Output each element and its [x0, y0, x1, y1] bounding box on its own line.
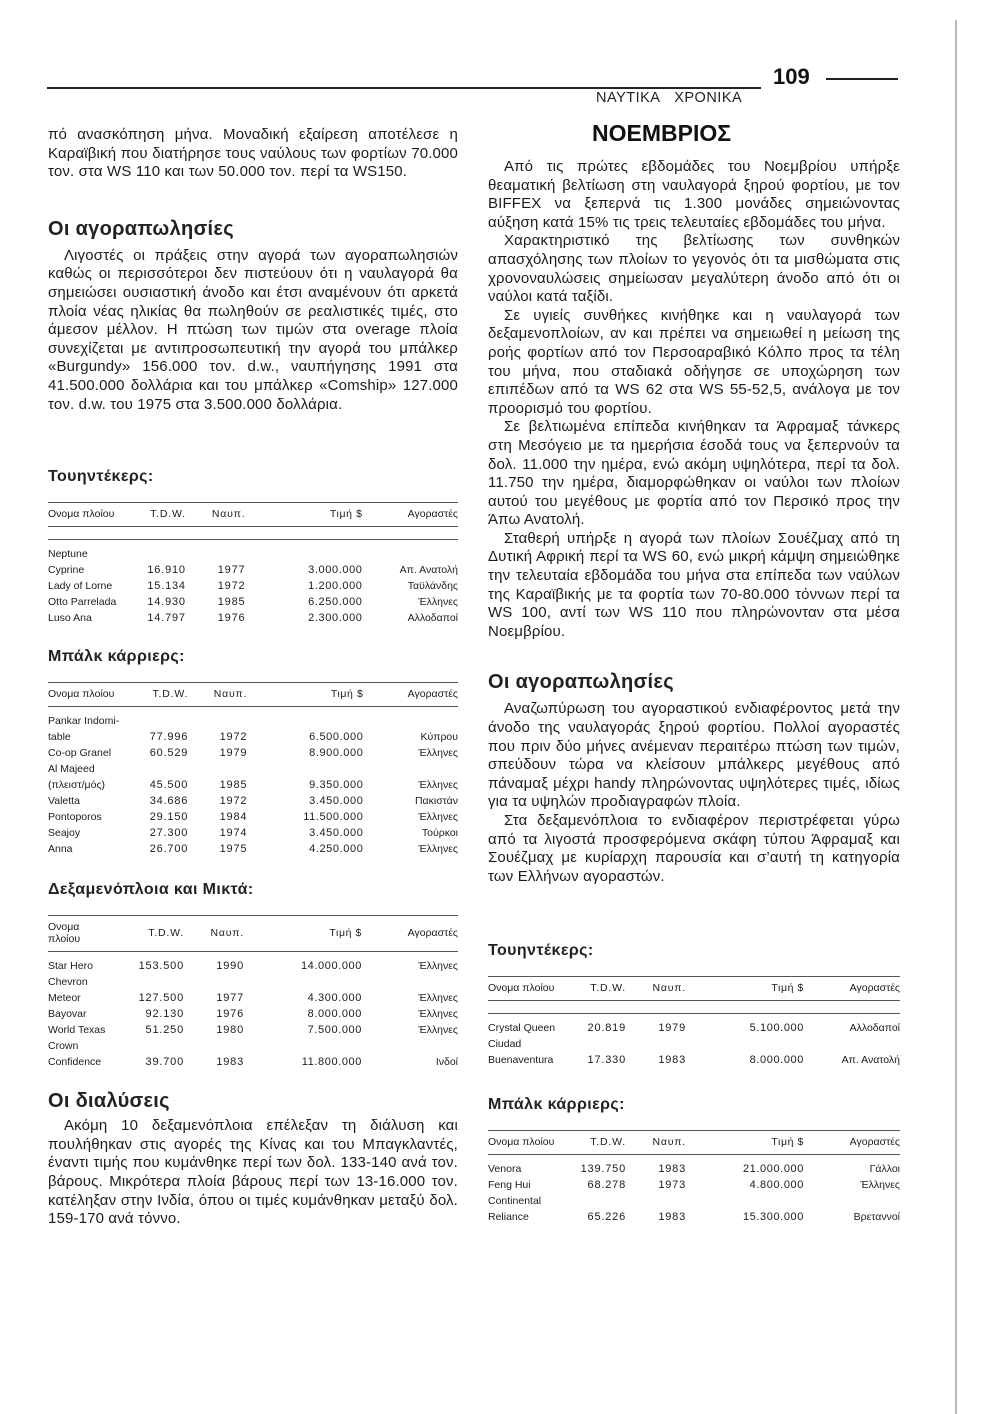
ship-price: [247, 713, 363, 729]
ship-year: [186, 546, 246, 562]
table-row: [48, 1022, 458, 1038]
ship-price: 3.450.000: [309, 827, 364, 840]
ship-tdw: 20.819: [587, 1022, 626, 1035]
ship-year: 1983: [658, 1211, 686, 1224]
ship-name: Reliance: [488, 1211, 529, 1224]
ship-year: [626, 1193, 686, 1209]
ship-tdw: 68.278: [587, 1179, 626, 1192]
ship-price: [686, 1036, 804, 1052]
ship-buyer: [362, 974, 458, 990]
market-paragraph-5: Σταθερή υπήρξε η αγορά των πλοίων Σουέζμαχ από τη Δυτική Αφρική περί τα WS 60, ενώ μικρή κάμψη σημειώθηκε την τελευταία εβδομάδα του μήνα στα επίπεδα των ναύλων της Καραϊβικής με τα φορτία των 70-80.000 τόννων περί τα WS 100, αντί των WS 110 που πληρώνονταν στα μέσα Νοεμβρίου.: [488, 529, 900, 640]
col-header-tdw: T.D.W.: [556, 977, 626, 1001]
ship-tdw: 127.500: [138, 992, 184, 1005]
header-rule-right: [826, 78, 898, 80]
ship-year: 1980: [216, 1024, 244, 1037]
sales-heading-right: Οι αγοραπωλησίες: [488, 671, 674, 694]
ship-name: Luso Ana: [48, 612, 92, 625]
ship-buyer: Πακιστάν: [414, 795, 458, 808]
tanker-heading-right: Τουηντέκερς:: [488, 942, 594, 960]
ship-year: 1983: [216, 1056, 244, 1069]
table-row: [48, 546, 458, 562]
ship-buyer: Απ. Ανατολή: [841, 1054, 900, 1067]
table-row: [48, 793, 458, 809]
ship-tdw: 60.529: [149, 747, 189, 760]
ship-year: 1984: [219, 811, 248, 824]
ship-buyer: Ινδοί: [435, 1056, 458, 1069]
table-row: [48, 745, 458, 761]
scrap-heading: Οι διαλύσεις: [48, 1090, 170, 1113]
ship-tdw: 139.750: [580, 1163, 626, 1176]
table-row: [48, 761, 458, 777]
ship-name: (πλειστ/μός): [48, 779, 105, 792]
ship-year: 1972: [219, 795, 248, 808]
ship-name: Crown: [48, 1040, 79, 1053]
col-header-buyer: Αγοραστές: [362, 916, 458, 952]
ship-buyer: Έλληνες: [418, 960, 458, 973]
ship-tdw: 51.250: [145, 1024, 184, 1037]
ship-tdw: 77.996: [149, 731, 189, 744]
ship-price: 4.300.000: [307, 992, 362, 1005]
ship-tdw: 17.330: [587, 1054, 626, 1067]
ship-name: Meteor: [48, 992, 81, 1005]
ship-price: 11.800.000: [301, 1056, 362, 1069]
ship-price: 4.800.000: [749, 1179, 804, 1192]
ship-price: 1.200.000: [308, 580, 363, 593]
table-row: [488, 1020, 900, 1036]
ship-buyer: Έλληνες: [860, 1179, 900, 1192]
ship-name: Cyprine: [48, 564, 85, 577]
ship-name: Crystal Queen: [488, 1022, 556, 1035]
ship-tdw: 26.700: [149, 843, 189, 856]
ship-buyer: Έλληνες: [418, 779, 458, 792]
ship-year: [188, 761, 247, 777]
ship-name: Ciudad: [488, 1038, 522, 1051]
ship-buyer: [363, 761, 458, 777]
ship-tdw: 16.910: [147, 564, 186, 577]
col-header-name: Ονομα πλοίου: [48, 916, 114, 952]
ship-tdw: [119, 761, 188, 777]
col-header-name: Ονομα πλοίου: [48, 503, 116, 527]
ship-buyer: Έλληνες: [418, 1024, 458, 1037]
col-header-tdw: T.D.W.: [556, 1131, 626, 1155]
header-rule-left: [47, 87, 761, 89]
ship-year: 1974: [219, 827, 248, 840]
ship-price: 21.000.000: [742, 1163, 804, 1176]
col-header-name: Ονομα πλοίου: [488, 977, 556, 1001]
ship-price: 3.450.000: [309, 795, 364, 808]
ship-tdw: [119, 713, 188, 729]
right-column: [488, 158, 900, 1225]
table-row: [48, 1006, 458, 1022]
col-header-year: Ναυπ.: [626, 977, 686, 1001]
sales-paragraph-left: Λιγοστές οι πράξεις στην αγορά των αγοραπωλησιών καθώς οι περισσότεροι δεν πιστεύουν ότι η ναυλαγορά θα σημειώσει ουσιαστική άνοδο και έτσι αναμένουν ότι αρκετά πλοία νέας ηλικίας θα πωληθούν σε ρεαλιστικές τιμές, στο άμεσον μέλλον. Η πτώση των τιμών στα overage πλοία συνεχίζεται με αντιπροσωπευτική την αγορά του μπάλκερ «Burgundy» 156.000 τον. d.w., ναυπήγησης 1991 στα 41.500.000 δολλάρια και του μπάλκερ «Comship» 127.000 τον. d.w. του 1975 στα 3.500.000 δολλάρια.: [48, 246, 458, 413]
ship-buyer: Απ. Ανατολή: [399, 564, 458, 577]
market-paragraph-1: Από τις πρώτες εβδομάδες του Νοεμβρίου υπήρξε θεαματική βελτίωση στη ναυλαγορά ξηρού φορτίου, με τον BIFFEX να ξεπερνά τις 1.300 μονάδες σημειώνοντας αύξηση κατά 15% τις τρεις τελευταίες εβδομάδες του μήνα.: [488, 158, 900, 231]
ship-year: 1979: [219, 747, 248, 760]
ship-buyer: Αλλοδαποί: [407, 612, 458, 625]
page-number: 109: [773, 64, 810, 89]
ship-year: 1983: [658, 1163, 686, 1176]
ship-year: 1979: [658, 1022, 686, 1035]
ship-year: 1983: [658, 1054, 686, 1067]
ship-name: Buenaventura: [488, 1054, 554, 1067]
ship-buyer: [804, 1036, 900, 1052]
ship-name: Al Majeed: [48, 763, 95, 776]
col-header-buyer: Αγοραστές: [363, 683, 458, 707]
journal-name: ΝΑΥΤΙΚΑ ΧΡΟΝΙΚΑ: [596, 90, 743, 106]
ship-name: Seajoy: [48, 827, 81, 840]
ship-year: 1972: [219, 731, 248, 744]
ship-year: [184, 1038, 244, 1054]
ship-name: Pontoporos: [48, 811, 102, 824]
col-header-tdw: T.D.W.: [116, 503, 186, 527]
ship-name: Star Hero: [48, 960, 93, 973]
col-header-price: Τιμή $: [247, 683, 363, 707]
col-header-year: Ναυπ.: [188, 683, 247, 707]
ship-price: [686, 1193, 804, 1209]
col-header-name: Ονομα πλοίου: [48, 683, 119, 707]
ship-price: [247, 761, 363, 777]
ship-name: Otto Parrelada: [48, 596, 117, 609]
ship-name: Bayovar: [48, 1008, 87, 1021]
table-row: [48, 594, 458, 610]
market-paragraph-3: Σε υγιείς συνθήκες κινήθηκε και η ναυλαγορά των δεξαμενοπλοίων, αν και πρέπει να σημειωθεί η μείωση της ροής φορτίων από τον Περσοαραβικό Κόλπο προς τα τέλη του μήνα, που σταδιακά οδήγησε σε υποχώρηση των επιπέδων από τα WS 62 στα WS 55-52,5, ανάλογα με τον προορισμό του φορτίου.: [488, 306, 900, 417]
ship-name: World Texas: [48, 1024, 106, 1037]
table-header-row: [48, 503, 458, 527]
ship-year: 1976: [217, 612, 246, 625]
sales-heading-left: Οι αγοραπωλησίες: [48, 217, 234, 240]
ship-price: 6.500.000: [309, 731, 364, 744]
ship-year: 1985: [219, 779, 248, 792]
table-row: [48, 990, 458, 1006]
ship-name: Venora: [488, 1163, 522, 1176]
table-header-row: [48, 683, 458, 707]
ship-buyer: [362, 1038, 458, 1054]
ship-tdw: 39.700: [145, 1056, 184, 1069]
table-row: [48, 578, 458, 594]
ship-tdw: 34.686: [149, 795, 189, 808]
ship-year: 1972: [217, 580, 246, 593]
mixed-heading-left: Δεξαμενόπλοια και Μικτά:: [48, 881, 254, 899]
col-header-price: Τιμή $: [245, 503, 362, 527]
ship-buyer: Αλλοδαποί: [849, 1022, 900, 1035]
table-row: [488, 1209, 900, 1225]
ship-price: 7.500.000: [307, 1024, 362, 1037]
sales-paragraph-right-1: Αναζωπύρωση του αγοραστικού ενδιαφέροντος μετά την άνοδο της ναυλαγοράς ξηρού φορτίου. Πολλοί αγοραστές που πριν δύο μήνες ανέμεναν περαιτέρω πτώση των τιμών, σπεύδουν τώρα να κλείσουν μπάλκερς μεγέθους από πάναμαξ μέχρι handy πληρώνοντας υψηλότερες τιμές, ιδίως για τα υψηλών προδιαγραφών πλοία.: [488, 700, 900, 811]
table-row: [48, 1054, 458, 1070]
scrap-paragraph: Ακόμη 10 δεξαμενόπλοια επέλεξαν τη διάλυση και πουλήθηκαν στις αγορές της Κίνας και του Μπαγκλαντές, έναντι τιμής που κυμάνθηκε περί των δολ. 133-140 ανά τον. βάρους. Μικρότερα πλοία βάρους περί των 13-16.000 τον. κατέληξαν στην Ινδία, όπου οι τιμές κυμάνθηκαν μεταξύ δολ. 159-170 ανά τόννο.: [48, 1117, 458, 1228]
ship-name: Lady of Lorne: [48, 580, 113, 593]
ship-year: 1977: [217, 564, 246, 577]
tanker-heading-left: Τουηντέκερς:: [48, 468, 154, 486]
ship-year: 1973: [658, 1179, 686, 1192]
tanker-table-left: [48, 502, 458, 626]
ship-price: 3.000.000: [308, 564, 363, 577]
ship-buyer: [363, 546, 458, 562]
table-row: [48, 562, 458, 578]
bulk-heading-right: Μπάλκ κάρριερς:: [488, 1096, 625, 1114]
table-row: [48, 729, 458, 745]
ship-year: [626, 1036, 686, 1052]
ship-buyer: Έλληνες: [418, 596, 458, 609]
ship-name: Pankar Indomi-: [48, 715, 120, 728]
col-header-year: Ναυπ.: [186, 503, 246, 527]
ship-buyer: [363, 713, 458, 729]
ship-price: 2.300.000: [308, 612, 363, 625]
ship-price: [245, 546, 362, 562]
col-header-buyer: Αγοραστές: [804, 1131, 900, 1155]
ship-tdw: 29.150: [149, 811, 189, 824]
table-row: [488, 1052, 900, 1068]
col-header-buyer: Αγοραστές: [804, 977, 900, 1001]
ship-tdw: 14.797: [147, 612, 186, 625]
ship-buyer: Βρεταννοί: [853, 1211, 900, 1224]
ship-buyer: Γάλλοι: [869, 1163, 900, 1176]
intro-paragraph: πό ανασκόπηση μήνα. Μοναδική εξαίρεση αποτέλεσε η Καραϊβική που διατήρησε τους ναύλους των φορτίων 70.000 τον. στα WS 110 και των 50.000 τον. περί τα WS150.: [48, 126, 458, 181]
ship-name: table: [48, 731, 71, 744]
ship-year: 1985: [217, 596, 246, 609]
ship-name: Valetta: [48, 795, 80, 808]
market-paragraph-4: Σε βελτιωμένα επίπεδα κινήθηκαν τα Άφραμαξ τάνκερς στη Μεσόγειο με τα ημερήσια έσοδά τους να ξεπερνούν τα δολ. 11.000 την ημέρα, ενώ ακόμη υψηλότερα, περί τα δολ. 11.750 την ημέρα, διαμορφώθηκαν οι ναύλοι των πλοίων αυτού του μεγέθους με φορτία από τον Περσικό προς την Άπω Ανατολή.: [488, 418, 900, 529]
table-row: [48, 713, 458, 729]
left-column: [48, 126, 458, 1229]
table-row: [488, 1036, 900, 1052]
ship-name: Confidence: [48, 1056, 102, 1069]
table-row: [48, 610, 458, 626]
bulk-table-right: [488, 1130, 900, 1225]
ship-year: 1990: [216, 960, 244, 973]
table-row: [48, 958, 458, 974]
ship-price: 9.350.000: [309, 779, 364, 792]
table-row: [48, 841, 458, 857]
ship-tdw: [114, 974, 184, 990]
ship-tdw: 15.134: [147, 580, 186, 593]
page-edge-divider: [955, 20, 957, 1414]
ship-name: Feng Hui: [488, 1179, 531, 1192]
ship-price: 5.100.000: [749, 1022, 804, 1035]
ship-price: 8.900.000: [309, 747, 364, 760]
bulk-table-left: [48, 682, 458, 857]
table-row: [48, 809, 458, 825]
ship-year: [188, 713, 247, 729]
col-header-tdw: T.D.W.: [119, 683, 188, 707]
ship-tdw: [556, 1193, 626, 1209]
ship-buyer: Κύπρου: [420, 731, 458, 744]
ship-year: 1976: [216, 1008, 244, 1021]
ship-price: 6.250.000: [308, 596, 363, 609]
ship-buyer: [804, 1193, 900, 1209]
table-row: [488, 1161, 900, 1177]
ship-price: [244, 1038, 362, 1054]
table-header-row: [488, 1131, 900, 1155]
col-header-price: Τιμή $: [686, 1131, 804, 1155]
col-header-tdw: T.D.W.: [114, 916, 184, 952]
ship-price: 4.250.000: [309, 843, 364, 856]
ship-tdw: 92.130: [145, 1008, 184, 1021]
ship-name: Chevron: [48, 976, 88, 989]
mixed-table-left: [48, 915, 458, 1070]
ship-buyer: Έλληνες: [418, 1008, 458, 1021]
month-title: ΝΟΕΜΒΡΙΟΣ: [592, 120, 732, 146]
ship-tdw: 153.500: [138, 960, 184, 973]
table-header-row: [48, 916, 458, 952]
ship-price: 14.000.000: [300, 960, 362, 973]
ship-year: 1975: [219, 843, 248, 856]
ship-price: 8.000.000: [749, 1054, 804, 1067]
col-header-price: Τιμή $: [244, 916, 362, 952]
table-row: [48, 974, 458, 990]
bulk-heading-left: Μπάλκ κάρριερς:: [48, 648, 185, 666]
table-header-row: [488, 977, 900, 1001]
ship-price: 11.500.000: [303, 811, 364, 824]
sales-paragraph-right-2: Στα δεξαμενόπλοια το ενδιαφέρον περιστρέφεται γύρω από τα λιγοστά προσφερόμενα σκάφη τύπου Άφραμαξ και Σουέζμαχ με κυρίαρχη παρουσία και σ’αυτή τη κατηγορία των Ελλήνων αγοραστών.: [488, 812, 900, 885]
ship-buyer: Έλληνες: [418, 747, 458, 760]
col-header-price: Τιμή $: [686, 977, 804, 1001]
ship-buyer: Έλληνες: [418, 992, 458, 1005]
ship-year: 1977: [216, 992, 244, 1005]
ship-tdw: [116, 546, 186, 562]
ship-name: Continental: [488, 1195, 542, 1208]
ship-price: 8.000.000: [307, 1008, 362, 1021]
ship-tdw: [114, 1038, 184, 1054]
table-row: [488, 1193, 900, 1209]
table-row: [48, 1038, 458, 1054]
col-header-buyer: Αγοραστές: [363, 503, 458, 527]
ship-buyer: Τούρκοι: [421, 827, 458, 840]
table-row: [48, 777, 458, 793]
ship-buyer: Έλληνες: [418, 811, 458, 824]
ship-tdw: 14.930: [147, 596, 186, 609]
table-row: [488, 1177, 900, 1193]
ship-tdw: 27.300: [149, 827, 189, 840]
ship-name: Anna: [48, 843, 73, 856]
tanker-table-right: [488, 976, 900, 1068]
col-header-year: Ναυπ.: [626, 1131, 686, 1155]
col-header-name: Ονομα πλοίου: [488, 1131, 556, 1155]
market-paragraph-2: Χαρακτηριστικό της βελτίωσης των συνθηκών απασχόλησης των πλοίων το γεγονός ότι τα μισθώματα στις χρονοναυλώσεις σημείωσαν μεγαλύτερη άνοδο από ότι οι ναύλοι κατά ταξίδι.: [488, 232, 900, 306]
col-header-year: Ναυπ.: [184, 916, 244, 952]
ship-year: [184, 974, 244, 990]
ship-tdw: 45.500: [149, 779, 189, 792]
ship-price: [244, 974, 362, 990]
ship-tdw: [556, 1036, 626, 1052]
ship-buyer: Ταϋλάνδης: [407, 580, 458, 593]
ship-tdw: 65.226: [587, 1211, 626, 1224]
ship-name: Co-op Granel: [48, 747, 112, 760]
ship-buyer: Έλληνες: [418, 843, 458, 856]
table-row: [48, 825, 458, 841]
ship-price: 15.300.000: [742, 1211, 804, 1224]
ship-name: Neptune: [48, 548, 88, 561]
